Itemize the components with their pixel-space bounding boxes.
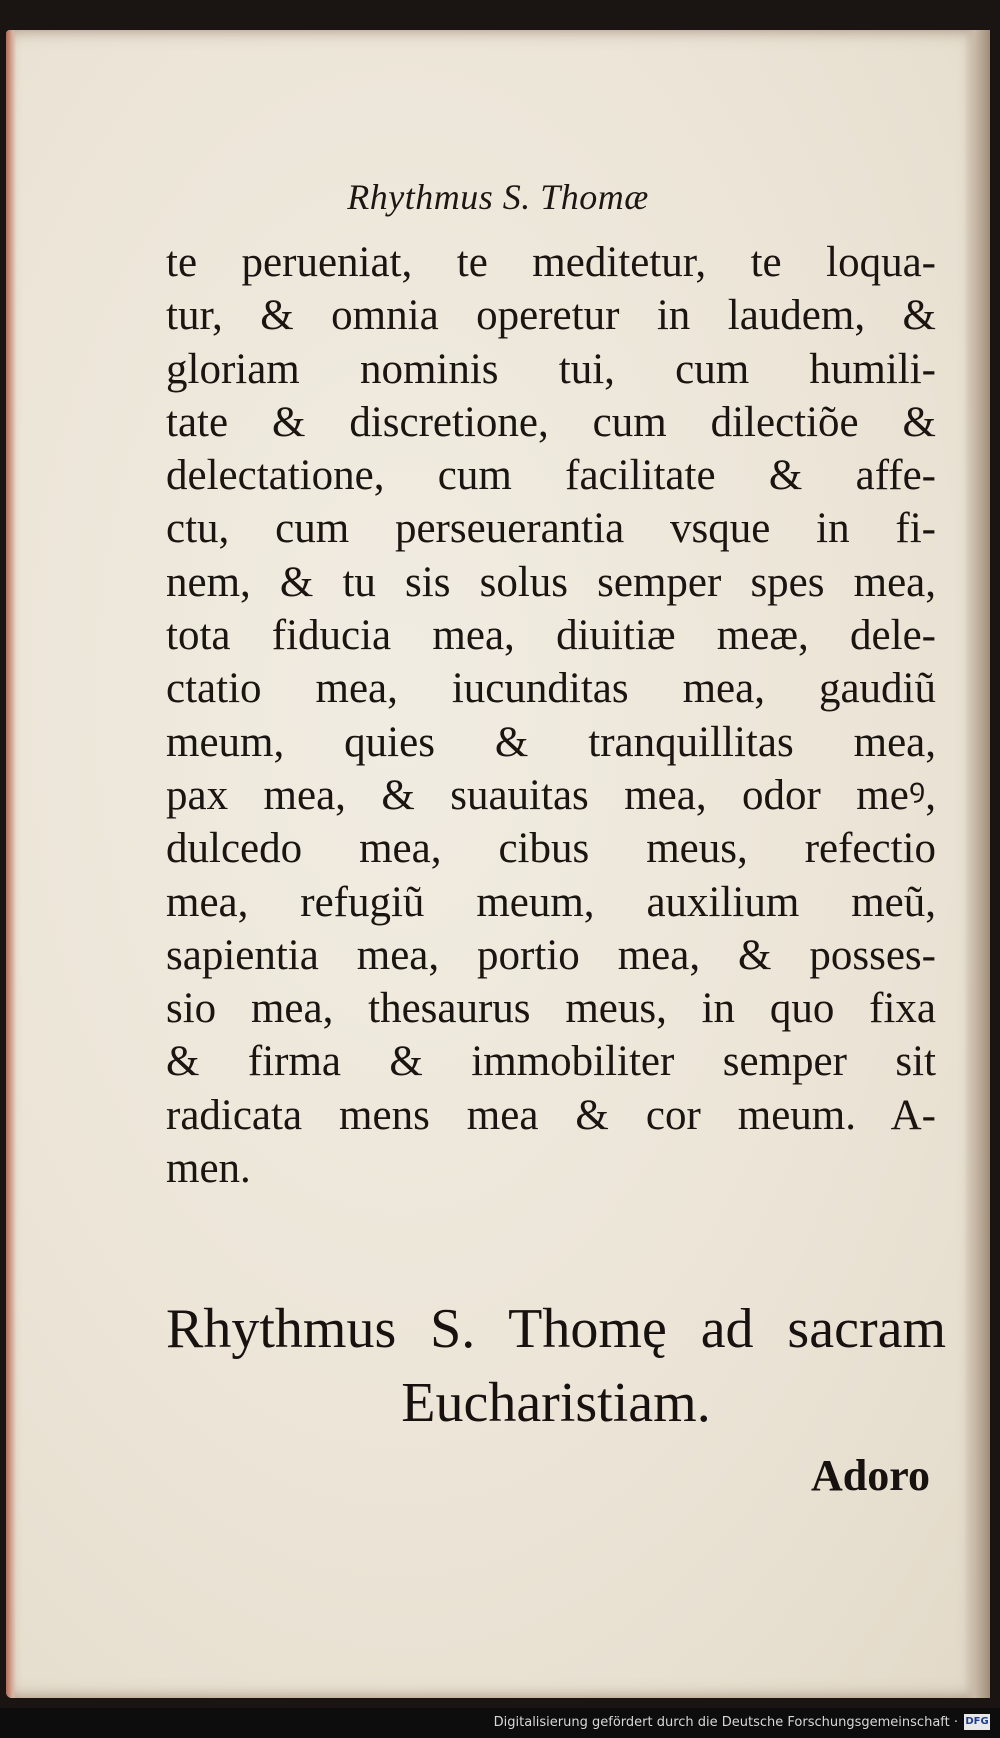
text-line: pax mea, & suauitas mea, odor meꝰ, bbox=[166, 771, 936, 819]
book-page bbox=[6, 30, 990, 1698]
text-line: tur, & omnia operetur in laudem, & bbox=[166, 292, 936, 340]
text-line: men. bbox=[166, 1145, 251, 1193]
running-head: Rhythmus S. Thomæ bbox=[347, 177, 649, 217]
text-line: dulcedo mea, cibus meus, refectio bbox=[166, 825, 936, 873]
body-text bbox=[166, 236, 936, 1195]
text-line: mea, refugiũ meum, auxilium meũ, bbox=[166, 878, 936, 926]
text-line: sapientia mea, portio mea, & posses- bbox=[166, 931, 936, 979]
footer-bar bbox=[0, 1708, 1000, 1738]
section-title-line-1: Rhythmus S. Thomę ad sacram bbox=[166, 1298, 946, 1360]
section-title-line-2: Eucharistiam. bbox=[401, 1372, 711, 1434]
text-line: delectatione, cum facilitate & affe- bbox=[166, 452, 936, 500]
page-edge-right bbox=[964, 30, 990, 1698]
text-line: radicata mens mea & cor meum. A- bbox=[166, 1091, 936, 1139]
text-line: tate & discretione, cum dilectiõe & bbox=[166, 398, 936, 446]
page-edge-left bbox=[6, 30, 16, 1698]
text-line: te perueniat, te meditetur, te loqua- bbox=[166, 239, 936, 286]
text-line: gloriam nominis tui, cum humili- bbox=[166, 345, 936, 393]
footer-credit: Digitalisierung gefördert durch die Deutsche Forschungsgemeinschaft · bbox=[493, 1715, 958, 1730]
text-line: & firma & immobiliter semper sit bbox=[166, 1038, 936, 1086]
catchword: Adoro bbox=[811, 1451, 930, 1500]
text-line: tota fiducia mea, diuitiæ meæ, dele- bbox=[166, 612, 936, 660]
dfg-logo: DFG bbox=[964, 1714, 990, 1730]
text-line: meum, quies & tranquillitas mea, bbox=[166, 718, 936, 766]
text-line: sio mea, thesaurus meus, in quo fixa bbox=[166, 985, 936, 1033]
text-line: ctatio mea, iucunditas mea, gaudiũ bbox=[166, 665, 936, 713]
text-line: ctu, cum perseuerantia vsque in fi- bbox=[166, 505, 936, 553]
text-line: nem, & tu sis solus semper spes mea, bbox=[166, 558, 936, 606]
section-title bbox=[166, 1292, 946, 1440]
